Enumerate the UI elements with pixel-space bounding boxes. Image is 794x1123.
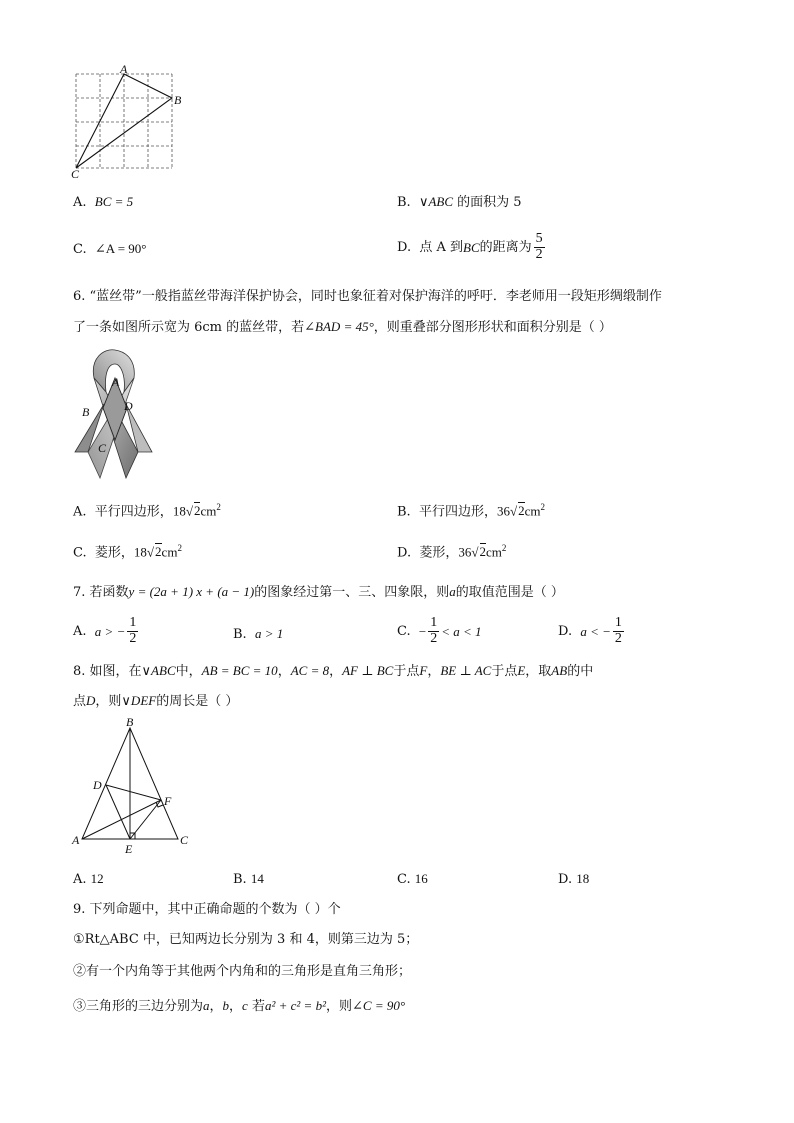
q6-option-a: A. 平行四边形，$18√2cm^2$ — [73, 502, 221, 520]
q7-option-b: B. a > 1 — [233, 626, 284, 642]
q7-option-c: C. − $\frac{1}{2}$ < a < 1 — [397, 615, 482, 646]
label-b: B — [126, 716, 134, 729]
label-c: C — [71, 167, 80, 180]
q5-grid-figure — [68, 62, 188, 180]
q8-stem-line2: 点D，则∨DEF的周长是（ ） — [73, 693, 239, 709]
q5-option-a: A. BC = 5 — [73, 194, 134, 210]
q6-option-c: C. 菱形，$18√2cm^2$ — [73, 543, 182, 561]
q8-option-c: C. 16 — [397, 871, 428, 887]
q8-option-b: B. 14 — [233, 871, 264, 887]
label-c: C — [98, 441, 107, 455]
label-e: E — [125, 842, 133, 856]
q5-option-b: B. ∨ABC 的面积为 5 — [397, 194, 522, 210]
q7-option-a: A. a > − $\frac{1}{2}$ — [73, 615, 137, 646]
q8-triangle-figure — [68, 716, 198, 858]
q8-stem-line1: 8. 如图，在∨ABC中，AB = BC = 10，AC = 8，AF ⊥ BC于点F，BE ⊥ AC于点E，取AB的中 — [73, 663, 594, 679]
q9-item-2: ②有一个内角等于其他两个内角和的三角形是直角三角形； — [73, 964, 412, 979]
q6-stem-line2: 了一条如图所示宽为 6cm 的蓝丝带，若∠BAD = 45°，则重叠部分图形形状和面积分别是（ ） — [73, 319, 612, 335]
label-a: A — [72, 833, 80, 847]
label-f: F — [164, 794, 172, 808]
q9-item-1: ①Rt△ABC 中，已知两边长分别为 3 和 4，则第三边为 5； — [73, 932, 419, 947]
fraction-5-2: $\frac{5}{2}$ — [535, 231, 543, 262]
q5-option-c: C. ∠A = 90° — [73, 241, 147, 257]
q9-stem: 9. 下列命题中，其中正确命题的个数为（ ）个 — [73, 902, 341, 917]
label-d: D — [93, 778, 102, 792]
q6-ribbon-figure — [70, 344, 160, 480]
q7-option-d: D. a < − $\frac{1}{2}$ — [558, 615, 622, 646]
q8-option-a: A. 12 — [73, 871, 104, 887]
label-d: D — [124, 399, 133, 413]
q6-option-b: B. 平行四边形，$36√2cm^2$ — [397, 502, 545, 520]
q9-item-3: ③三角形的三边分别为a，b，c 若a² + c² = b²，则∠C = 90° — [73, 998, 406, 1014]
q7-stem: 7. 若函数y = (2a + 1) x + (a − 1)的图象经过第一、三、四象限，则a的取值范围是（ ） — [73, 584, 564, 600]
label-b: B — [174, 93, 182, 107]
q8-option-d: D. 18 — [558, 871, 590, 887]
label-c: C — [180, 833, 189, 847]
label-a: A — [120, 62, 128, 76]
q6-option-d: D. 菱形，$36√2cm^2$ — [397, 543, 507, 561]
label-b: B — [82, 405, 90, 419]
q6-stem-line1: 6. “蓝丝带”一般指蓝丝带海洋保护协会，同时也象征着对保护海洋的呼吁．李老师用一段矩形绸缎制作 — [73, 289, 662, 304]
label-a: A — [112, 375, 120, 389]
q5-option-d: D. 点 A 到 BC 的距离为 $\frac{5}{2}$ — [397, 231, 543, 262]
